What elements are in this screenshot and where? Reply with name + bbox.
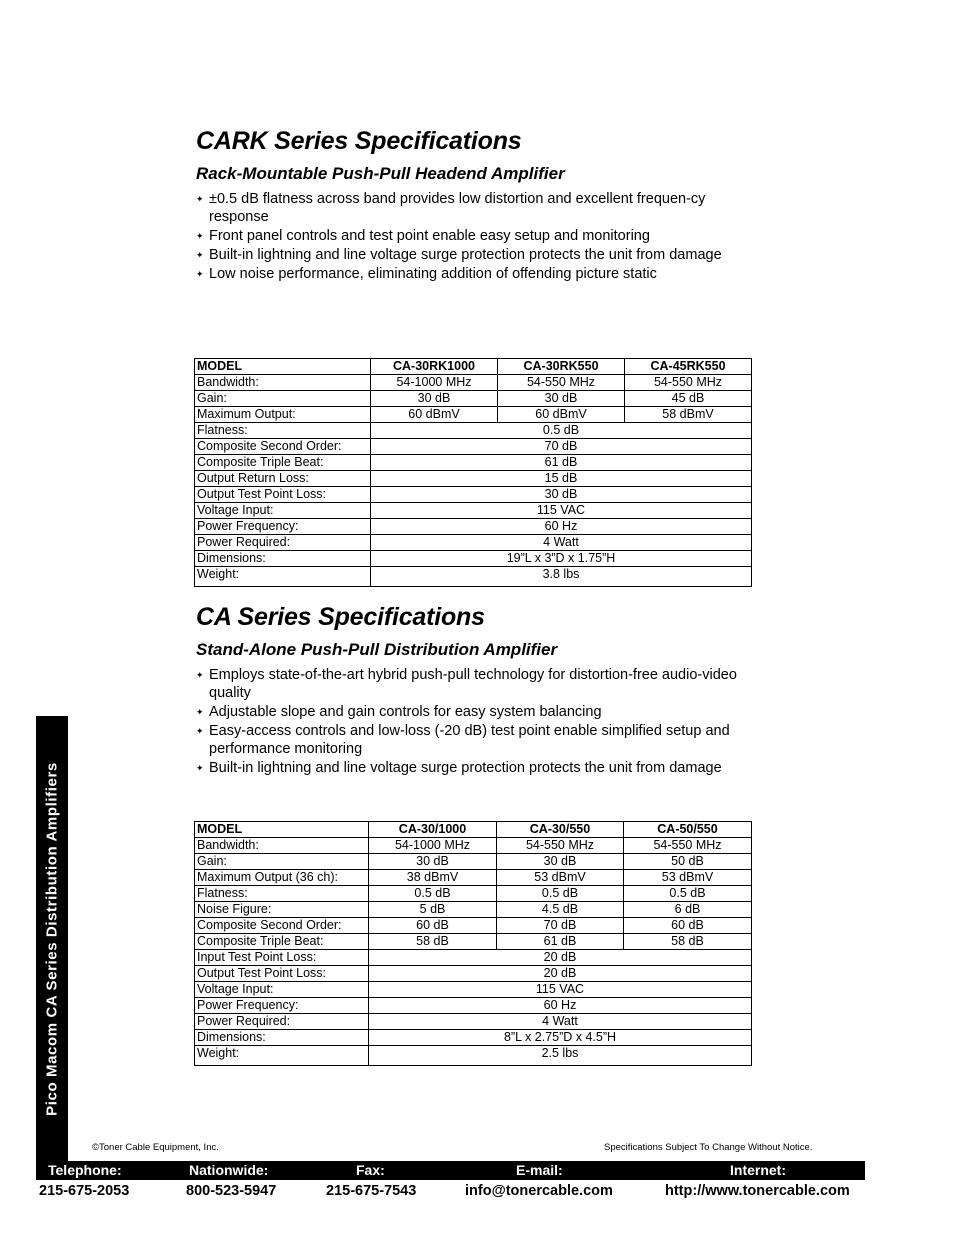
row-label: Weight:: [195, 1046, 369, 1066]
table-row: [195, 870, 752, 886]
feature-text: Built-in lightning and line voltage surge protection protects the unit from damage: [209, 247, 722, 263]
nationwide-value: 800-523-5947: [186, 1183, 277, 1199]
cell-value: 61 dB: [497, 934, 624, 950]
row-label: Power Frequency:: [195, 519, 371, 535]
feature-text: Adjustable slope and gain controls for easy system balancing: [209, 704, 602, 720]
cell-value-shared: 0.5 dB: [371, 423, 752, 439]
cell-value: 54-1000 MHz: [369, 838, 497, 854]
cark-subtitle: Rack-Mountable Push-Pull Headend Amplifier: [196, 164, 565, 183]
table-row: [195, 934, 752, 950]
list-item: [196, 722, 741, 758]
table-row: [195, 471, 752, 487]
cell-value-shared: 115 VAC: [369, 982, 752, 998]
cell-value: 58 dB: [369, 934, 497, 950]
telephone-label: Telephone:: [48, 1162, 122, 1178]
row-label: Gain:: [195, 391, 371, 407]
cell-value-shared: 4 Watt: [369, 1014, 752, 1030]
row-label: Output Test Point Loss:: [195, 966, 369, 982]
row-label: Flatness:: [195, 886, 369, 902]
column-header: CA-30RK1000: [371, 359, 498, 375]
row-label: Bandwidth:: [195, 375, 371, 391]
column-header: CA-30/550: [497, 822, 624, 838]
table-row: [195, 918, 752, 934]
table-row: [195, 1014, 752, 1030]
cell-value: 50 dB: [624, 854, 752, 870]
table-row: [195, 902, 752, 918]
cell-value: 54-550 MHz: [624, 838, 752, 854]
cark-feature-list: [196, 190, 741, 284]
ca-subtitle: Stand-Alone Push-Pull Distribution Amplifier: [196, 640, 558, 659]
feature-text: Low noise performance, eliminating addition of offending picture static: [209, 266, 657, 282]
table-row: [195, 998, 752, 1014]
list-item: [196, 246, 741, 264]
cell-value: 30 dB: [371, 391, 498, 407]
internet-link[interactable]: http://www.tonercable.com: [665, 1183, 850, 1199]
cell-value-shared: 115 VAC: [371, 503, 752, 519]
list-item: [196, 759, 741, 777]
cell-value: 0.5 dB: [497, 886, 624, 902]
contact-label-bar: [36, 1161, 865, 1180]
feature-text: Built-in lightning and line voltage surge protection protects the unit from damage: [209, 760, 722, 776]
column-header: CA-30/1000: [369, 822, 497, 838]
table-row: [195, 423, 752, 439]
fax-value: 215-675-7543: [326, 1183, 417, 1199]
copyright: ©Toner Cable Equipment, Inc.: [92, 1142, 219, 1153]
table-row: [195, 503, 752, 519]
fax-label: Fax:: [356, 1162, 385, 1178]
table-row: [195, 487, 752, 503]
cell-value-shared: 60 Hz: [369, 998, 752, 1014]
bullet-icon: ✦: [196, 269, 204, 279]
table-header-row: [195, 359, 752, 375]
cell-value-shared: 8”L x 2.75”D x 4.5”H: [369, 1030, 752, 1046]
cell-value: 0.5 dB: [624, 886, 752, 902]
ca-feature-list: [196, 666, 741, 778]
cell-value: 60 dB: [624, 918, 752, 934]
cell-value: 58 dBmV: [625, 407, 752, 423]
cell-value: 4.5 dB: [497, 902, 624, 918]
cark-title: CARK Series Specifications: [196, 127, 522, 155]
list-item: [196, 265, 741, 283]
bullet-icon: ✦: [196, 231, 204, 241]
feature-text: Easy-access controls and low-loss (-20 dB) test point enable simplified setup and performance monitoring: [209, 723, 730, 757]
bullet-icon: ✦: [196, 670, 204, 680]
row-label: Bandwidth:: [195, 838, 369, 854]
cell-value-shared: 60 Hz: [371, 519, 752, 535]
row-label: Dimensions:: [195, 551, 371, 567]
row-label: Power Frequency:: [195, 998, 369, 1014]
table-row: [195, 1030, 752, 1046]
cell-value-shared: 4 Watt: [371, 535, 752, 551]
column-header: CA-50/550: [624, 822, 752, 838]
cell-value: 6 dB: [624, 902, 752, 918]
column-header: CA-30RK550: [498, 359, 625, 375]
cell-value-shared: 2.5 lbs: [541, 1046, 579, 1060]
row-label: Flatness:: [195, 423, 371, 439]
table-row: [195, 519, 752, 535]
table-row: [195, 854, 752, 870]
cell-value: 30 dB: [369, 854, 497, 870]
cell-value: 60 dBmV: [371, 407, 498, 423]
bullet-icon: ✦: [196, 250, 204, 260]
row-label: Weight:: [195, 567, 371, 587]
cell-value-shared: 3.8 lbs: [542, 567, 580, 581]
feature-text: ±0.5 dB flatness across band provides low distortion and excellent frequen-cy response: [209, 191, 706, 225]
column-header-model: MODEL: [195, 822, 369, 838]
row-label: Composite Triple Beat:: [195, 455, 371, 471]
list-item: [196, 227, 741, 245]
table-header-row: [195, 822, 752, 838]
column-header-model: MODEL: [195, 359, 371, 375]
cell-value-shared: 20 dB: [369, 950, 752, 966]
row-label: Input Test Point Loss:: [195, 950, 369, 966]
disclaimer: Specifications Subject To Change Without Notice.: [604, 1142, 813, 1153]
cell-value: 53 dBmV: [497, 870, 624, 886]
table-row: [195, 455, 752, 471]
row-label: Voltage Input:: [195, 503, 371, 519]
ca-title: CA Series Specifications: [196, 603, 485, 631]
table-row: [195, 886, 752, 902]
cell-value: 58 dB: [624, 934, 752, 950]
telephone-value: 215-675-2053: [39, 1183, 130, 1199]
internet-label: Internet:: [730, 1162, 786, 1178]
cell-value: 0.5 dB: [369, 886, 497, 902]
table-row: [195, 375, 752, 391]
row-label: Dimensions:: [195, 1030, 369, 1046]
cell-value: 54-550 MHz: [498, 375, 625, 391]
cell-value-shared: 20 dB: [369, 966, 752, 982]
table-row: [195, 950, 752, 966]
bullet-icon: ✦: [196, 763, 204, 773]
contact-values: [36, 1183, 865, 1203]
feature-text: Front panel controls and test point enable easy setup and monitoring: [209, 228, 650, 244]
row-label: Noise Figure:: [195, 902, 369, 918]
cell-value: 53 dBmV: [624, 870, 752, 886]
side-tab: [36, 716, 68, 1162]
cell-value: 60 dB: [369, 918, 497, 934]
column-header: CA-45RK550: [625, 359, 752, 375]
row-label: Composite Triple Beat:: [195, 934, 369, 950]
bullet-icon: ✦: [196, 707, 204, 717]
cell-value: 5 dB: [369, 902, 497, 918]
table-row: [195, 535, 752, 551]
side-tab-text: Pico Macom CA Series Distribution Amplifiers: [43, 762, 61, 1116]
row-label: Power Required:: [195, 1014, 369, 1030]
row-label: Output Return Loss:: [195, 471, 371, 487]
list-item: [196, 703, 741, 721]
list-item: [196, 190, 741, 226]
table-row: [195, 838, 752, 854]
cell-value: 70 dB: [497, 918, 624, 934]
cell-value: 54-550 MHz: [497, 838, 624, 854]
cell-value-shared: 15 dB: [371, 471, 752, 487]
row-label: Voltage Input:: [195, 982, 369, 998]
table-row: [195, 966, 752, 982]
bullet-icon: ✦: [196, 726, 204, 736]
table-row: [195, 407, 752, 423]
cell-value: 30 dB: [498, 391, 625, 407]
ca-spec-table: [194, 821, 752, 1066]
table-row: [195, 567, 752, 587]
cell-value: 54-1000 MHz: [371, 375, 498, 391]
cell-value-shared: 19”L x 3”D x 1.75”H: [371, 551, 752, 567]
cell-value: 30 dB: [497, 854, 624, 870]
cell-value: 60 dBmV: [498, 407, 625, 423]
table-row: [195, 391, 752, 407]
cell-value: 54-550 MHz: [625, 375, 752, 391]
cell-value-shared: 61 dB: [371, 455, 752, 471]
feature-text: Employs state-of-the-art hybrid push-pull technology for distortion-free audio-video quality: [209, 667, 737, 701]
row-label: Gain:: [195, 854, 369, 870]
table-row: [195, 439, 752, 455]
cell-value-shared: 70 dB: [371, 439, 752, 455]
bullet-icon: ✦: [196, 194, 204, 204]
row-label: Output Test Point Loss:: [195, 487, 371, 503]
row-label: Composite Second Order:: [195, 439, 371, 455]
nationwide-label: Nationwide:: [189, 1162, 269, 1178]
table-row: [195, 1046, 752, 1066]
cell-value-shared: 30 dB: [371, 487, 752, 503]
cark-spec-table: [194, 358, 752, 587]
row-label: Maximum Output:: [195, 407, 371, 423]
cell-value: 38 dBmV: [369, 870, 497, 886]
email-label: E-mail:: [516, 1162, 563, 1178]
list-item: [196, 666, 741, 702]
row-label: Composite Second Order:: [195, 918, 369, 934]
row-label: Power Required:: [195, 535, 371, 551]
table-row: [195, 982, 752, 998]
row-label: Maximum Output (36 ch):: [195, 870, 369, 886]
cell-value: 45 dB: [625, 391, 752, 407]
table-row: [195, 551, 752, 567]
email-value[interactable]: info@tonercable.com: [465, 1183, 613, 1199]
